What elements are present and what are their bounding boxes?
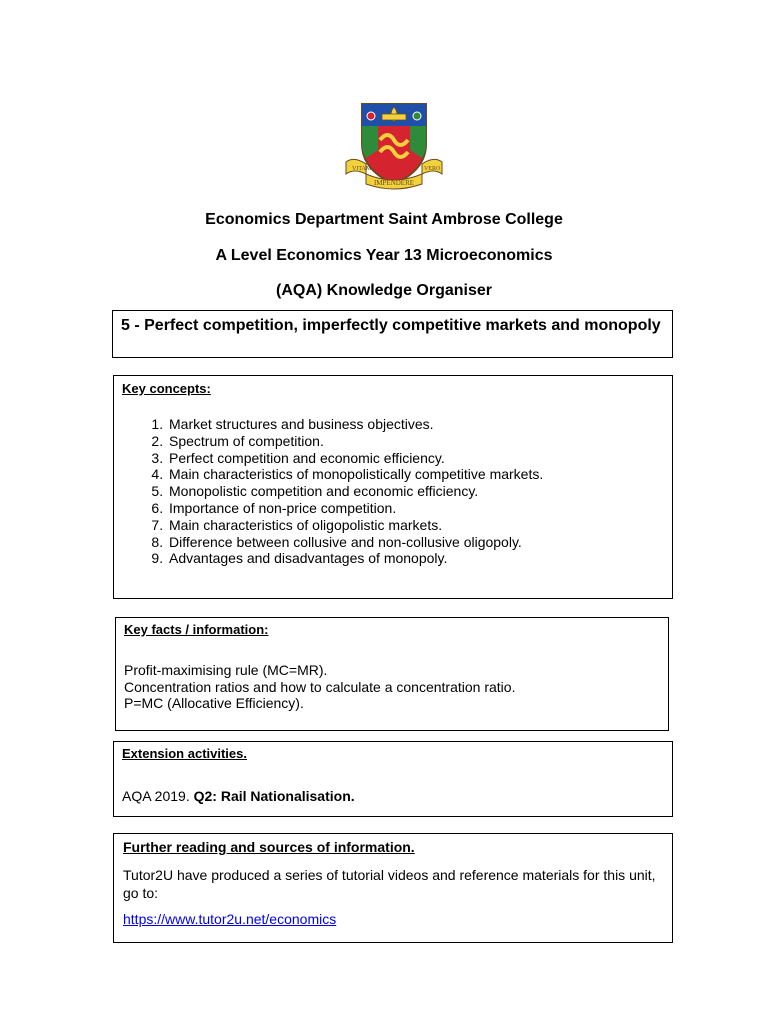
list-item: 5. Monopolistic competition and economic efficiency. (167, 483, 664, 500)
further-reading-box (113, 833, 673, 943)
motto-left: VITAM (352, 166, 372, 172)
extension-question: Q2: Rail Nationalisation. (193, 788, 355, 804)
list-item: 2. Spectrum of competition. (167, 433, 664, 450)
organiser-heading: (AQA) Knowledge Organiser (275, 282, 493, 299)
department-heading: Economics Department Saint Ambrose College (205, 211, 563, 228)
list-item: 7. Main characteristics of oligopolistic markets. (167, 517, 664, 534)
college-crest-logo (344, 94, 444, 194)
list-item: 9. Advantages and disadvantages of monopoly. (167, 550, 664, 567)
further-reading-title: Further reading and sources of information. (123, 839, 415, 855)
motto-center: IMPENDERE (373, 179, 415, 187)
motto-right: VERO (424, 166, 441, 172)
further-reading-text: Tutor2U have produced a series of tutorial videos and reference materials for this unit, go to: (123, 867, 656, 901)
key-concepts-box (113, 375, 673, 599)
extension-activity (122, 788, 664, 805)
extension-title: Extension activities. (122, 746, 247, 761)
list-item: 4. Main characteristics of monopolistically competitive markets. (167, 466, 664, 483)
key-concepts-title: Key concepts: (122, 381, 211, 396)
list-item: 1. Market structures and business objectives. (167, 416, 664, 433)
course-heading: A Level Economics Year 13 Microeconomics (215, 247, 553, 264)
key-fact-line: P=MC (Allocative Efficiency). (124, 695, 304, 711)
tutor2u-link[interactable]: https://www.tutor2u.net/economics (123, 911, 337, 927)
list-item: 3. Perfect competition and economic efficiency. (167, 450, 664, 467)
key-fact-line: Profit-maximising rule (MC=MR). (124, 662, 328, 678)
unit-title-box (112, 310, 673, 358)
key-concepts-list (122, 416, 664, 567)
key-fact-line: Concentration ratios and how to calculate a concentration ratio. (124, 678, 516, 695)
key-facts-box (115, 617, 669, 731)
list-item: 6. Importance of non-price competition. (167, 500, 664, 517)
unit-title: 5 - Perfect competition, imperfectly competitive markets and monopoly (121, 317, 661, 334)
extension-box (113, 741, 673, 817)
key-facts-title: Key facts / information: (124, 622, 269, 637)
extension-prefix: AQA 2019. (122, 788, 194, 804)
list-item: 8. Difference between collusive and non-collusive oligopoly. (167, 534, 664, 551)
